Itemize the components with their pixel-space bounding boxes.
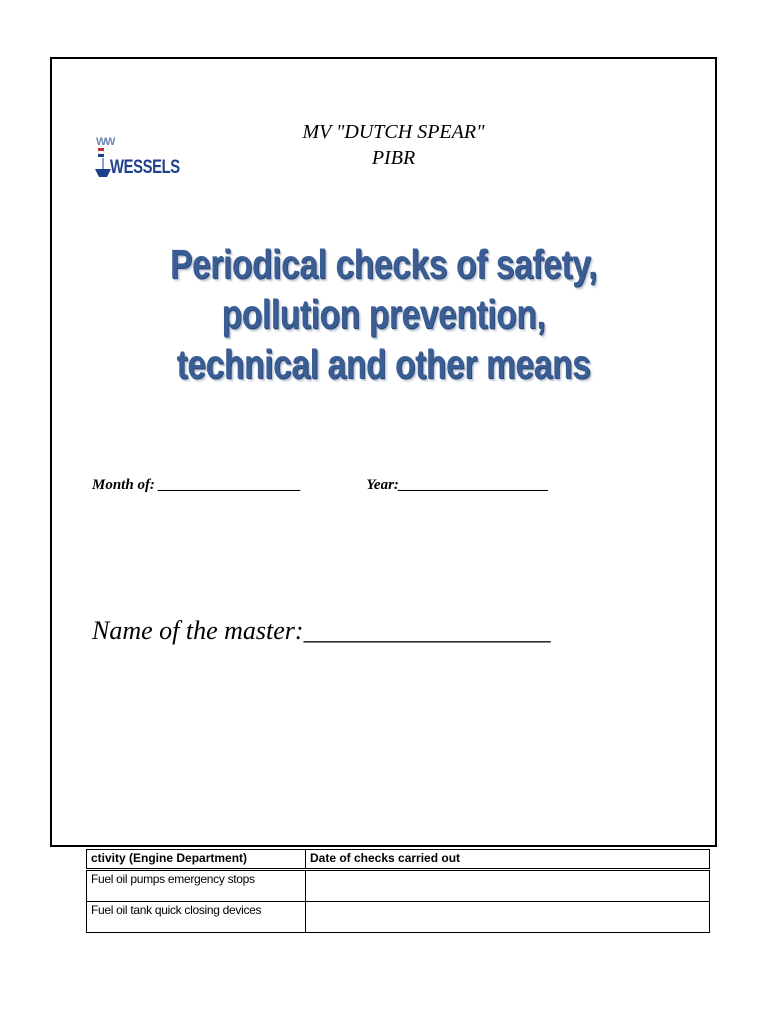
date-cell[interactable] — [306, 902, 710, 933]
checks-table — [86, 849, 710, 933]
month-year-row — [92, 477, 549, 494]
activity-cell: Fuel oil tank quick closing devices — [87, 902, 306, 933]
svg-text:W: W — [96, 136, 107, 148]
title-line: pollution prevention, — [221, 291, 546, 337]
year-field[interactable]: ____________________ — [398, 477, 549, 493]
master-label: Name of the master: — [92, 616, 304, 645]
vessel-code: PIBR — [371, 147, 416, 169]
date-column-header: Date of checks carried out — [306, 850, 710, 869]
logo-text: WESSELS — [110, 157, 180, 178]
title-line: technical and other means — [176, 341, 591, 387]
date-cell[interactable] — [306, 871, 710, 902]
master-field[interactable]: ___________________ — [303, 616, 551, 645]
master-row — [92, 616, 551, 646]
table-header-row — [87, 850, 710, 869]
month-field[interactable]: ___________________ — [158, 477, 302, 493]
cover-page — [50, 57, 717, 847]
svg-text:W: W — [105, 136, 116, 148]
table-row — [87, 871, 710, 902]
year-label: Year: — [366, 477, 399, 493]
vessel-heading — [52, 119, 715, 171]
page-title — [112, 239, 656, 389]
activity-column-header: ctivity (Engine Department) — [87, 850, 306, 869]
vessel-name: MV "DUTCH SPEAR" — [302, 121, 485, 143]
table-row — [87, 902, 710, 933]
title-line: Periodical checks of safety, — [169, 241, 598, 287]
month-label: Month of: — [92, 477, 155, 493]
activity-cell: Fuel oil pumps emergency stops — [87, 871, 306, 902]
